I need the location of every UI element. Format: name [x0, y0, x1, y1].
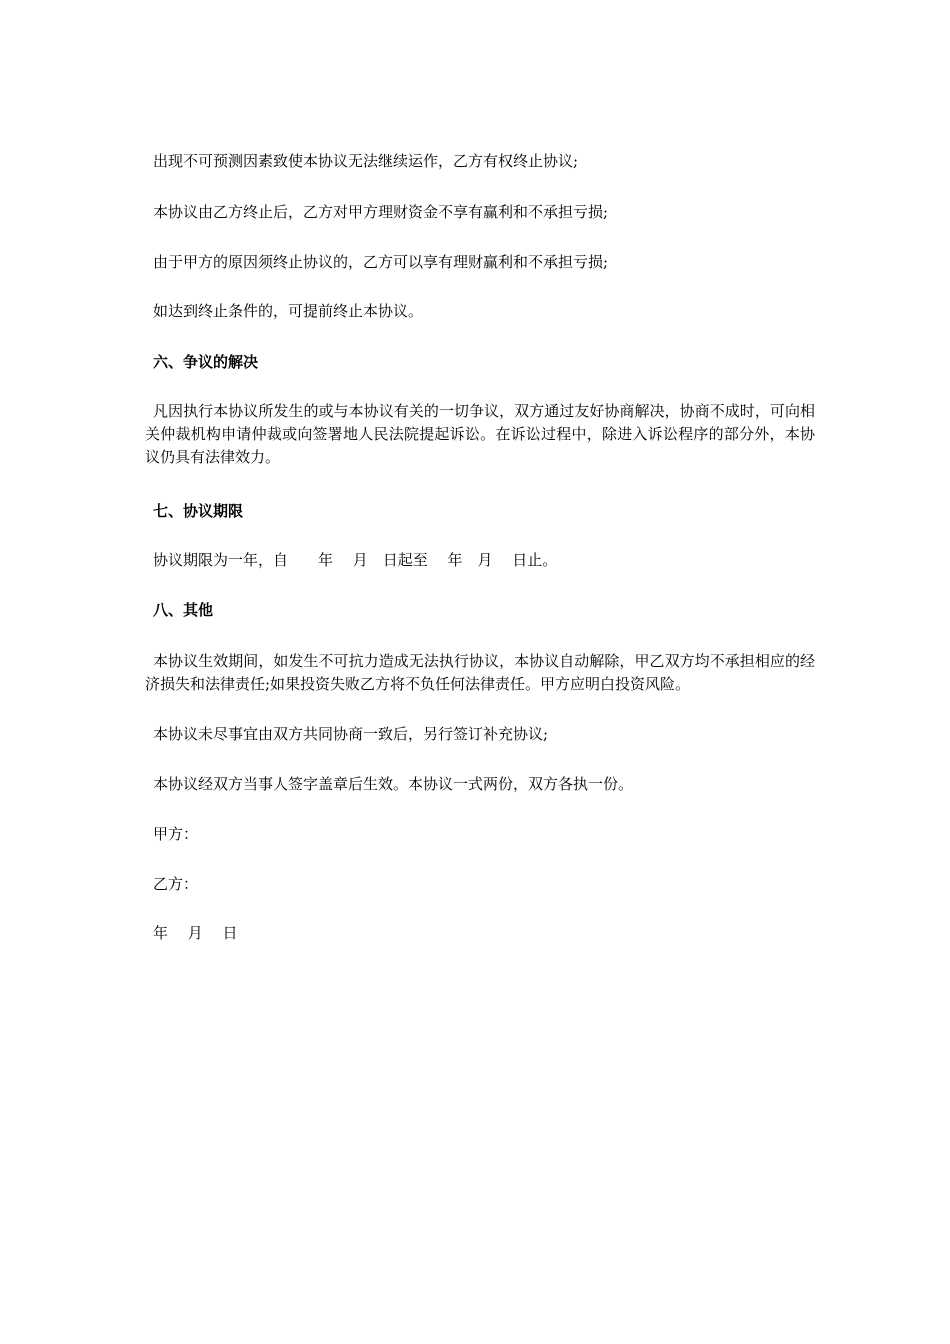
termination-clause-3: 由于甲方的原因须终止协议的，乙方可以享有理财赢利和不承担亏损;	[153, 253, 609, 271]
section-6-heading: 六、争议的解决	[153, 353, 259, 371]
signature-party-a: 甲方：	[153, 825, 199, 843]
section-8-heading: 八、其他	[153, 601, 214, 619]
section-7-body: 协议期限为一年，自 年 月 日起至 年 月 日止。	[153, 551, 558, 569]
section-8-body-3: 本协议经双方当事人签字盖章后生效。本协议一式两份，双方各执一份。	[153, 775, 634, 793]
section-6-body: 凡因执行本协议所发生的或与本协议有关的一切争议，双方通过友好协商解决，协商不成时，可向相关仲裁机构申请仲裁或向签署地人民法院提起诉讼。在诉讼过程中，除进入诉讼程序的部分外，本协议仍具有法律效力。	[145, 402, 815, 466]
section-8-body-2: 本协议未尽事宜由双方共同协商一致后，另行签订补充协议;	[153, 725, 549, 743]
termination-clause-2: 本协议由乙方终止后，乙方对甲方理财资金不享有赢利和不承担亏损;	[153, 203, 609, 221]
signature-party-b: 乙方：	[153, 875, 199, 893]
signature-date: 年 月 日	[153, 924, 238, 942]
section-8-body-1: 本协议生效期间，如发生不可抗力造成无法执行协议，本协议自动解除，甲乙双方均不承担相应的经济损失和法律责任;如果投资失败乙方将不负任何法律责任。甲方应明白投资风险。	[145, 652, 815, 693]
termination-clause-1: 出现不可预测因素致使本协议无法继续运作，乙方有权终止协议;	[153, 152, 579, 170]
section-7-heading: 七、协议期限	[153, 502, 244, 520]
termination-clause-4: 如达到终止条件的，可提前终止本协议。	[153, 302, 424, 320]
